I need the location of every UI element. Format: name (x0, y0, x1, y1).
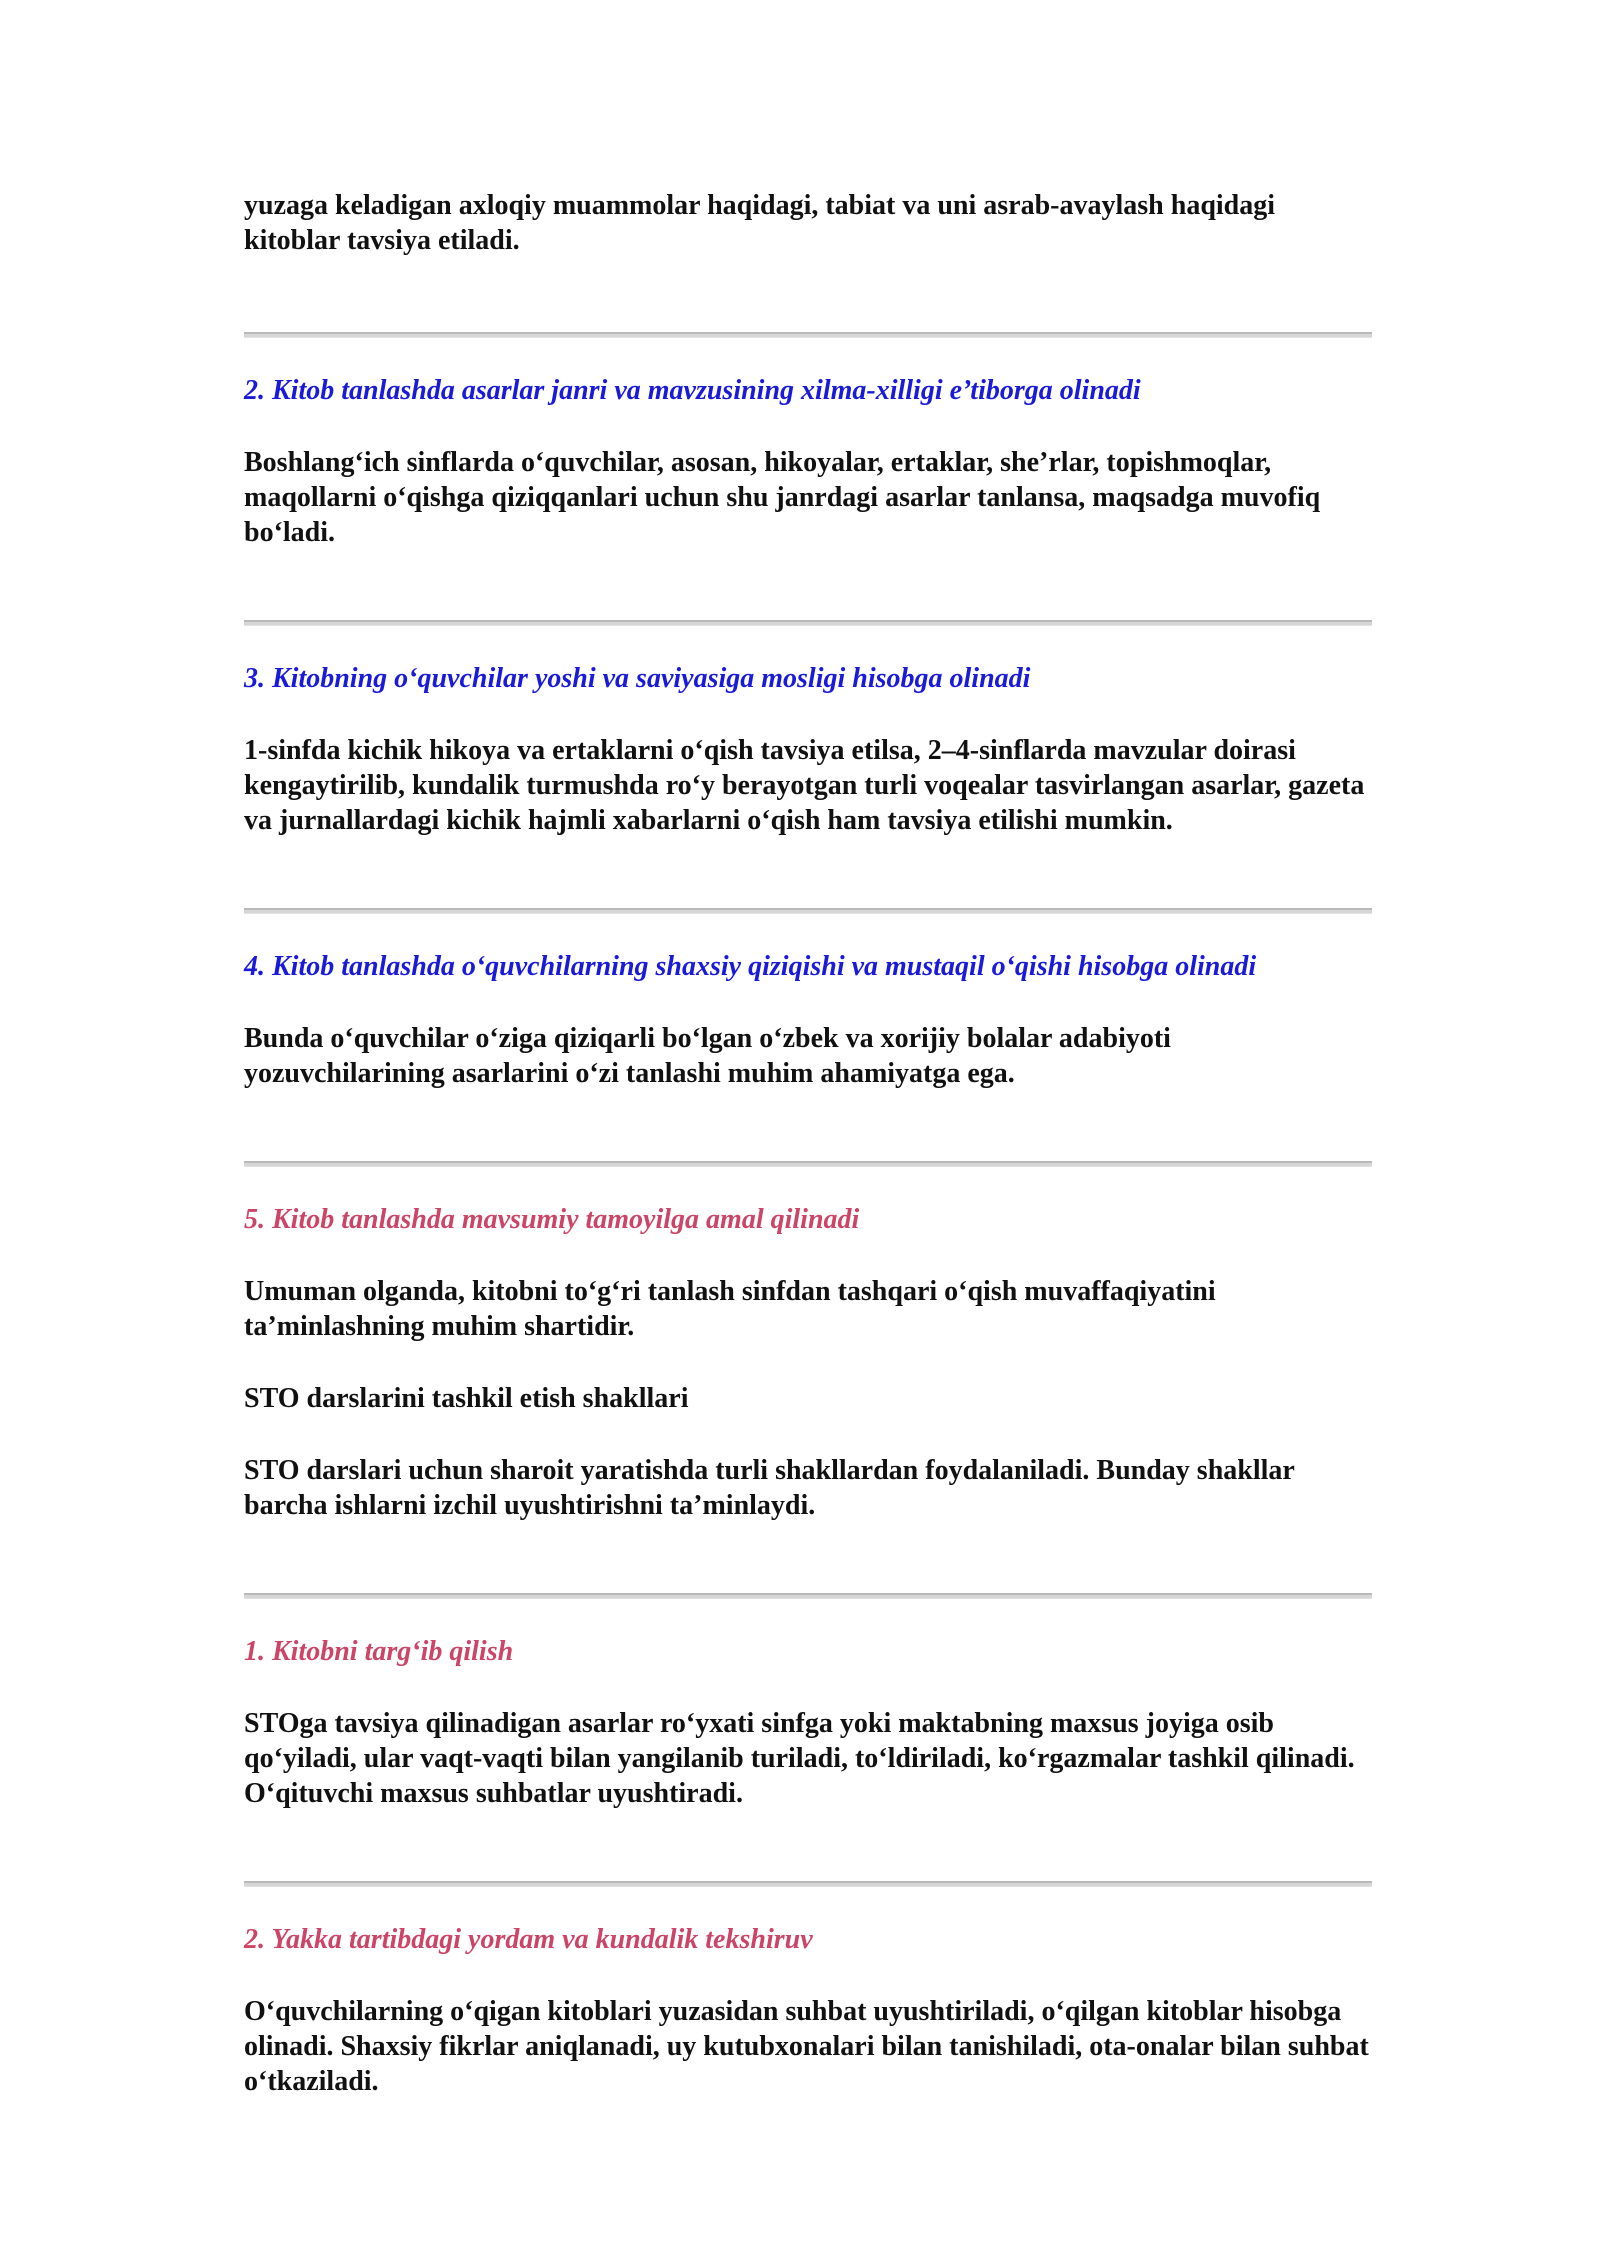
section-heading: 4. Kitob tanlashda o‘quvchilarning shaxsiy qiziqishi va mustaqil o‘qishi hisobga olinadi (244, 951, 1257, 982)
section-divider (244, 908, 1372, 914)
section-body: Umuman olganda, kitobni to‘g‘ri tanlash sinfdan tashqari o‘qish muvaffaqiyatini ta’minlashning muhim shartidir. (244, 1276, 1216, 1342)
section-divider (244, 1161, 1372, 1167)
section-heading: 1. Kitobni targ‘ib qilish (244, 1636, 514, 1667)
section-body: Boshlang‘ich sinflarda o‘quvchilar, asosan, hikoyalar, ertaklar, she’rlar, topishmoqlar, maqollarni o‘qishga qiziqqanlari uchun shu janrdagi asarlar tanlansa, maqsadga muvofiq bo‘ladi. (244, 447, 1321, 548)
section-heading: 5. Kitob tanlashda mavsumiy tamoyilga amal qilinadi (244, 1204, 860, 1235)
subsection-title: STO darslarini tashkil etish shakllari (244, 1383, 689, 1414)
section-divider (244, 1881, 1372, 1887)
section-body: STOga tavsiya qilinadigan asarlar ro‘yxati sinfga yoki maktabning maxsus joyiga osib qo‘yiladi, ular vaqt-vaqti bilan yangilanib turiladi, to‘ldiriladi, ko‘rgazmalar tashkil qilinadi. O‘qituvchi maxsus suhbatlar uyushtiradi. (244, 1708, 1355, 1809)
intro-paragraph: yuzaga keladigan axloqiy muammolar haqidagi, tabiat va uni asrab-avaylash haqidagi kitoblar tavsiya etiladi. (244, 190, 1276, 256)
section-heading: 2. Yakka tartibdagi yordam va kundalik tekshiruv (244, 1924, 813, 1955)
section-body: 1-sinfda kichik hikoya va ertaklarni o‘qish tavsiya etilsa, 2–4-sinflarda mavzular doirasi kengaytirilib, kundalik turmushda ro‘y berayotgan turli voqealar tasvirlangan asarlar, gazeta va jurnallardagi kichik hajmli xabarlarni o‘qish ham tavsiya etilishi mumkin. (244, 735, 1365, 836)
section-body: Bunda o‘quvchilar o‘ziga qiziqarli bo‘lgan o‘zbek va xorijiy bolalar adabiyoti yozuvchilarining asarlarini o‘zi tanlashi muhim ahamiyatga ega. (244, 1023, 1171, 1089)
document-page (244, 188, 1372, 2099)
section-heading: 2. Kitob tanlashda asarlar janri va mavzusining xilma-xilligi e’tiborga olinadi (244, 375, 1141, 406)
section-divider (244, 1593, 1372, 1599)
section-body: O‘quvchilarning o‘qigan kitoblari yuzasidan suhbat uyushtiriladi, o‘qilgan kitoblar hisobga olinadi. Shaxsiy fikrlar aniqlanadi, uy kutubxonalari bilan tanishiladi, ota-onalar bilan suhbat o‘tkaziladi. (244, 1996, 1369, 2097)
subsection-intro: STO darslari uchun sharoit yaratishda turli shakllardan foydalaniladi. Bunday shakllar barcha ishlarni izchil uyushtirishni ta’minlaydi. (244, 1455, 1295, 1521)
section-divider (244, 620, 1372, 626)
section-heading: 3. Kitobning o‘quvchilar yoshi va saviyasiga mosligi hisobga olinadi (244, 663, 1031, 694)
section-divider (244, 332, 1372, 338)
